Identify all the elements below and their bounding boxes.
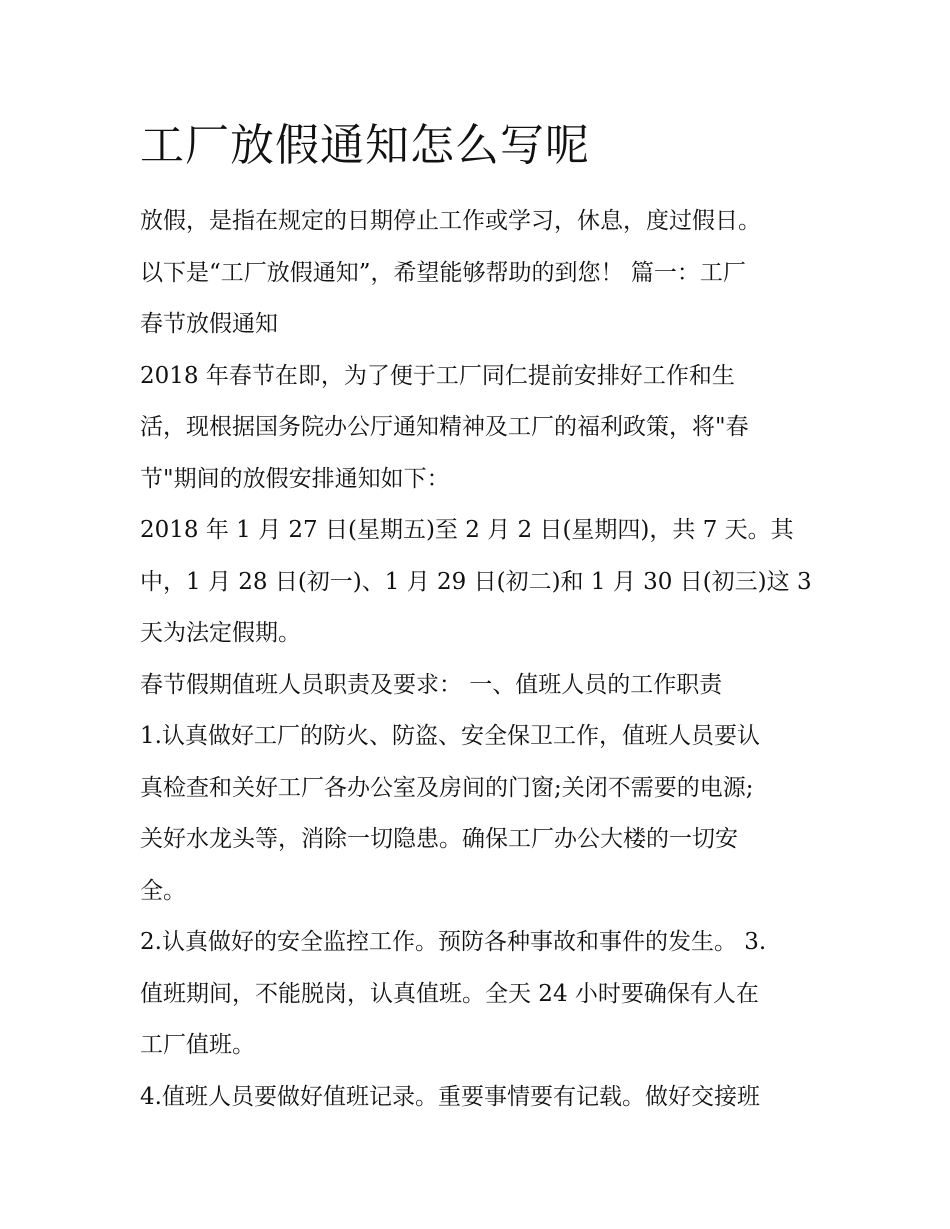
- body-line: 中，1 月 28 日(初一)、1 月 29 日(初二)和 1 月 30 日(初三)这 3: [140, 568, 812, 595]
- body-line: 节"期间的放假安排通知如下：: [140, 465, 450, 492]
- page-title: 工厂放假通知怎么写呢: [140, 120, 590, 171]
- body-line: 活，现根据国务院办公厅通知精神及工厂的福利政策，将"春: [140, 414, 749, 440]
- body-line: 真检查和关好工厂各办公室及房间的门窗;关闭不需要的电源;: [140, 774, 754, 801]
- body-line: 1.认真做好工厂的防火、防盗、安全保卫工作，值班人员要认: [140, 723, 760, 749]
- body-line: 全。: [140, 877, 186, 904]
- body-line: 值班期间，不能脱岗，认真值班。全天 24 小时要确保有人在: [140, 980, 759, 1007]
- body-line: 以下是“工厂放假通知”，希望能够帮助的到您！ 篇一：工厂: [140, 259, 746, 286]
- document-body: [140, 196, 820, 1123]
- body-line: 2018 年 1 月 27 日(星期五)至 2 月 2 日(星期四)，共 7 天。其: [140, 517, 794, 543]
- body-line: 工厂值班。: [140, 1032, 255, 1058]
- body-line: 关好水龙头等，消除一切隐患。确保工厂办公大楼的一切安: [140, 826, 738, 852]
- body-line: 4.值班人员要做好值班记录。重要事情要有记载。做好交接班: [140, 1083, 760, 1110]
- body-line: 春节放假通知: [140, 311, 278, 337]
- body-line: 春节假期值班人员职责及要求： 一、值班人员的工作职责: [140, 671, 723, 698]
- body-line: 2.认真做好的安全监控工作。预防各种事故和事件的发生。 3.: [140, 929, 767, 955]
- body-line: 放假，是指在规定的日期停止工作或学习，休息，度过假日。: [140, 208, 761, 234]
- body-line: 2018 年春节在即，为了便于工厂同仁提前安排好工作和生: [140, 362, 735, 389]
- body-line: 天为法定假期。: [140, 620, 301, 646]
